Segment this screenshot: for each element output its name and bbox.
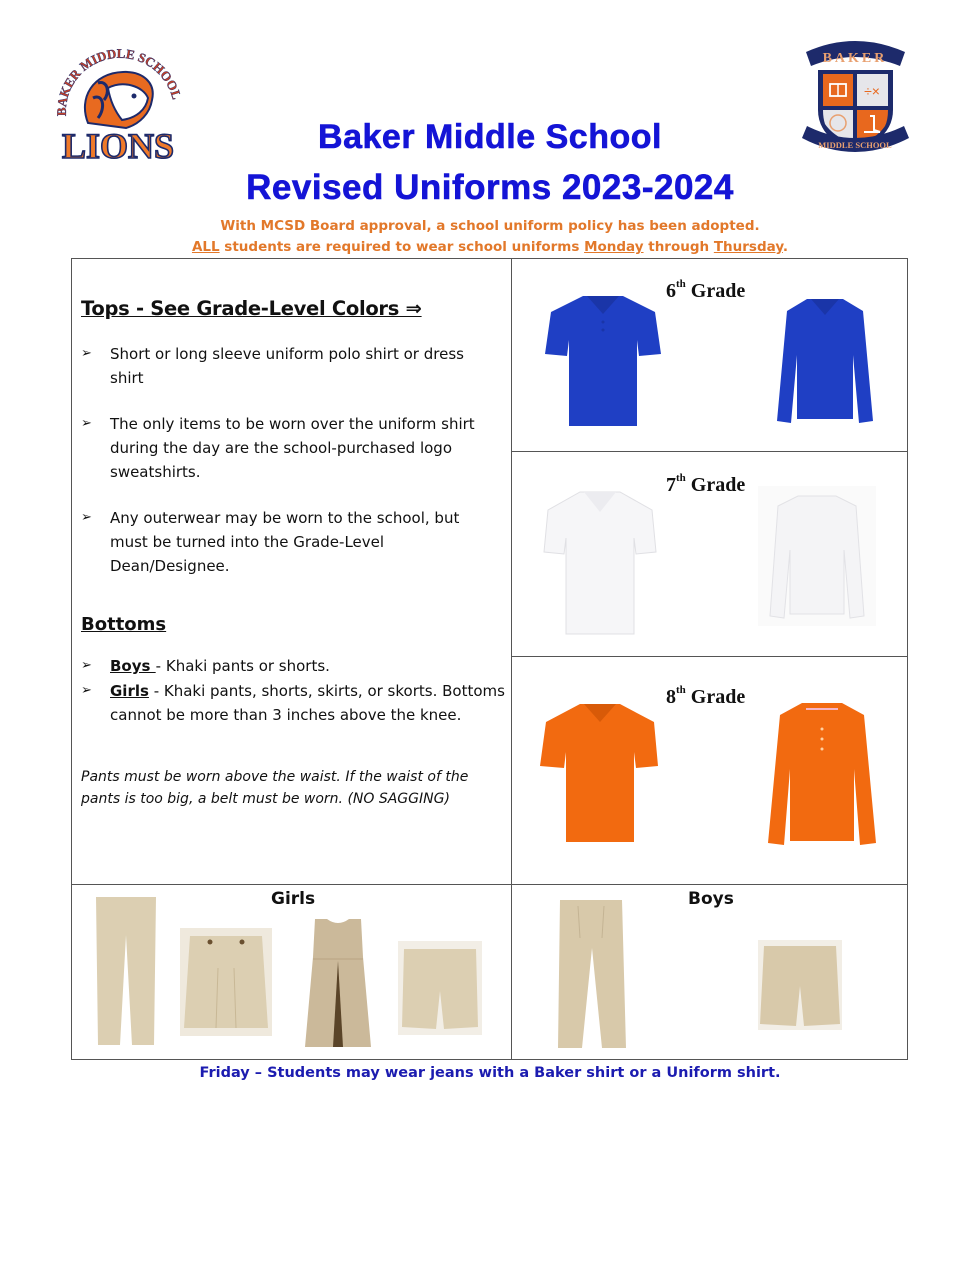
boys-shorts [758,940,842,1030]
lions-logo-arc-text: BAKER MIDDLE SCHOOL [53,45,185,117]
bottoms-bullet-boys [81,654,501,678]
table-divider-vertical [511,258,512,1060]
friday-note: Friday – Students may wear jeans with a Baker shirt or a Uniform shirt. [199,1065,781,1081]
boys-text: - Khaki pants or shorts. [155,657,330,675]
grade-6-short-sleeve-polo [543,292,663,428]
girls-skirt [180,928,272,1036]
emphasis-thursday: Thursday [713,239,783,255]
girls-jumper [303,917,373,1049]
policy-requirement [0,239,980,255]
table-divider [511,451,908,452]
arrow-bullet-icon: ➢ [81,346,92,361]
arrow-bullet-icon: ➢ [81,683,92,698]
boys-caption: Boys [688,889,734,909]
tops-bullet-text: Any outerwear may be worn to the school, but must be turned into the Grade-Level Dean/Designee. [110,509,460,575]
grade-8-label: 8th Grade [666,684,746,708]
tops-bullet [81,342,501,390]
tops-heading: Tops - See Grade-Level Colors ⇒ [81,297,422,320]
requirement-through: through [643,239,714,255]
page-subtitle-year: Revised Uniforms 2023-2024 [246,168,734,207]
grade-7-short-sleeve-polo [540,488,660,638]
table-divider [511,656,908,657]
grade-8-long-sleeve-polo [766,699,878,849]
sagging-note: Pants must be worn above the waist. If the waist of the pants is too big, a belt must be worn. (NO SAGGING) [81,769,469,807]
emphasis-monday: Monday [584,239,644,255]
tops-bullet [81,506,501,578]
emphasis-all: ALL [191,239,220,255]
policy-notice: With MCSD Board approval, a school uniform policy has been adopted. [220,218,760,234]
tops-bullet [81,412,501,484]
arrow-bullet-icon: ➢ [81,416,92,431]
tops-bullet-text: Short or long sleeve uniform polo shirt or dress shirt [110,345,464,387]
girls-caption: Girls [271,889,316,909]
boys-pants [556,898,628,1050]
grade-8-short-sleeve-polo [538,700,662,846]
grade-7-label: 7th Grade [666,472,746,496]
grade-6-long-sleeve-polo [775,295,875,429]
page-title: Baker Middle School [318,118,662,156]
crest-top-text: BAKER [822,51,888,66]
bottoms-bullet-girls [81,679,511,727]
arrow-bullet-icon: ➢ [81,510,92,525]
grade-6-label: 6th Grade [666,278,746,302]
tops-bullet-text: The only items to be worn over the uniform shirt during the day are the school-purchased logo sweatshirts. [110,415,475,481]
svg-text:÷×: ÷× [864,83,880,99]
bottoms-heading: Bottoms [81,614,167,635]
girls-text: - Khaki pants, shorts, skirts, or skorts. Bottoms cannot be more than 3 inches above the knee. [110,682,505,724]
girls-shorts [398,941,482,1035]
grade-7-long-sleeve-polo [758,486,876,626]
girls-pants [92,895,160,1047]
requirement-text: students are required to wear school uniforms [219,239,585,255]
arrow-bullet-icon: ➢ [81,658,92,673]
lions-logo-word: LIONS [61,126,175,166]
boys-label: Boys [110,657,156,675]
table-divider [71,884,908,885]
girls-label: Girls [110,682,149,700]
requirement-end: . [782,239,789,255]
crest-bottom-text: MIDDLE SCHOOL [818,140,892,150]
